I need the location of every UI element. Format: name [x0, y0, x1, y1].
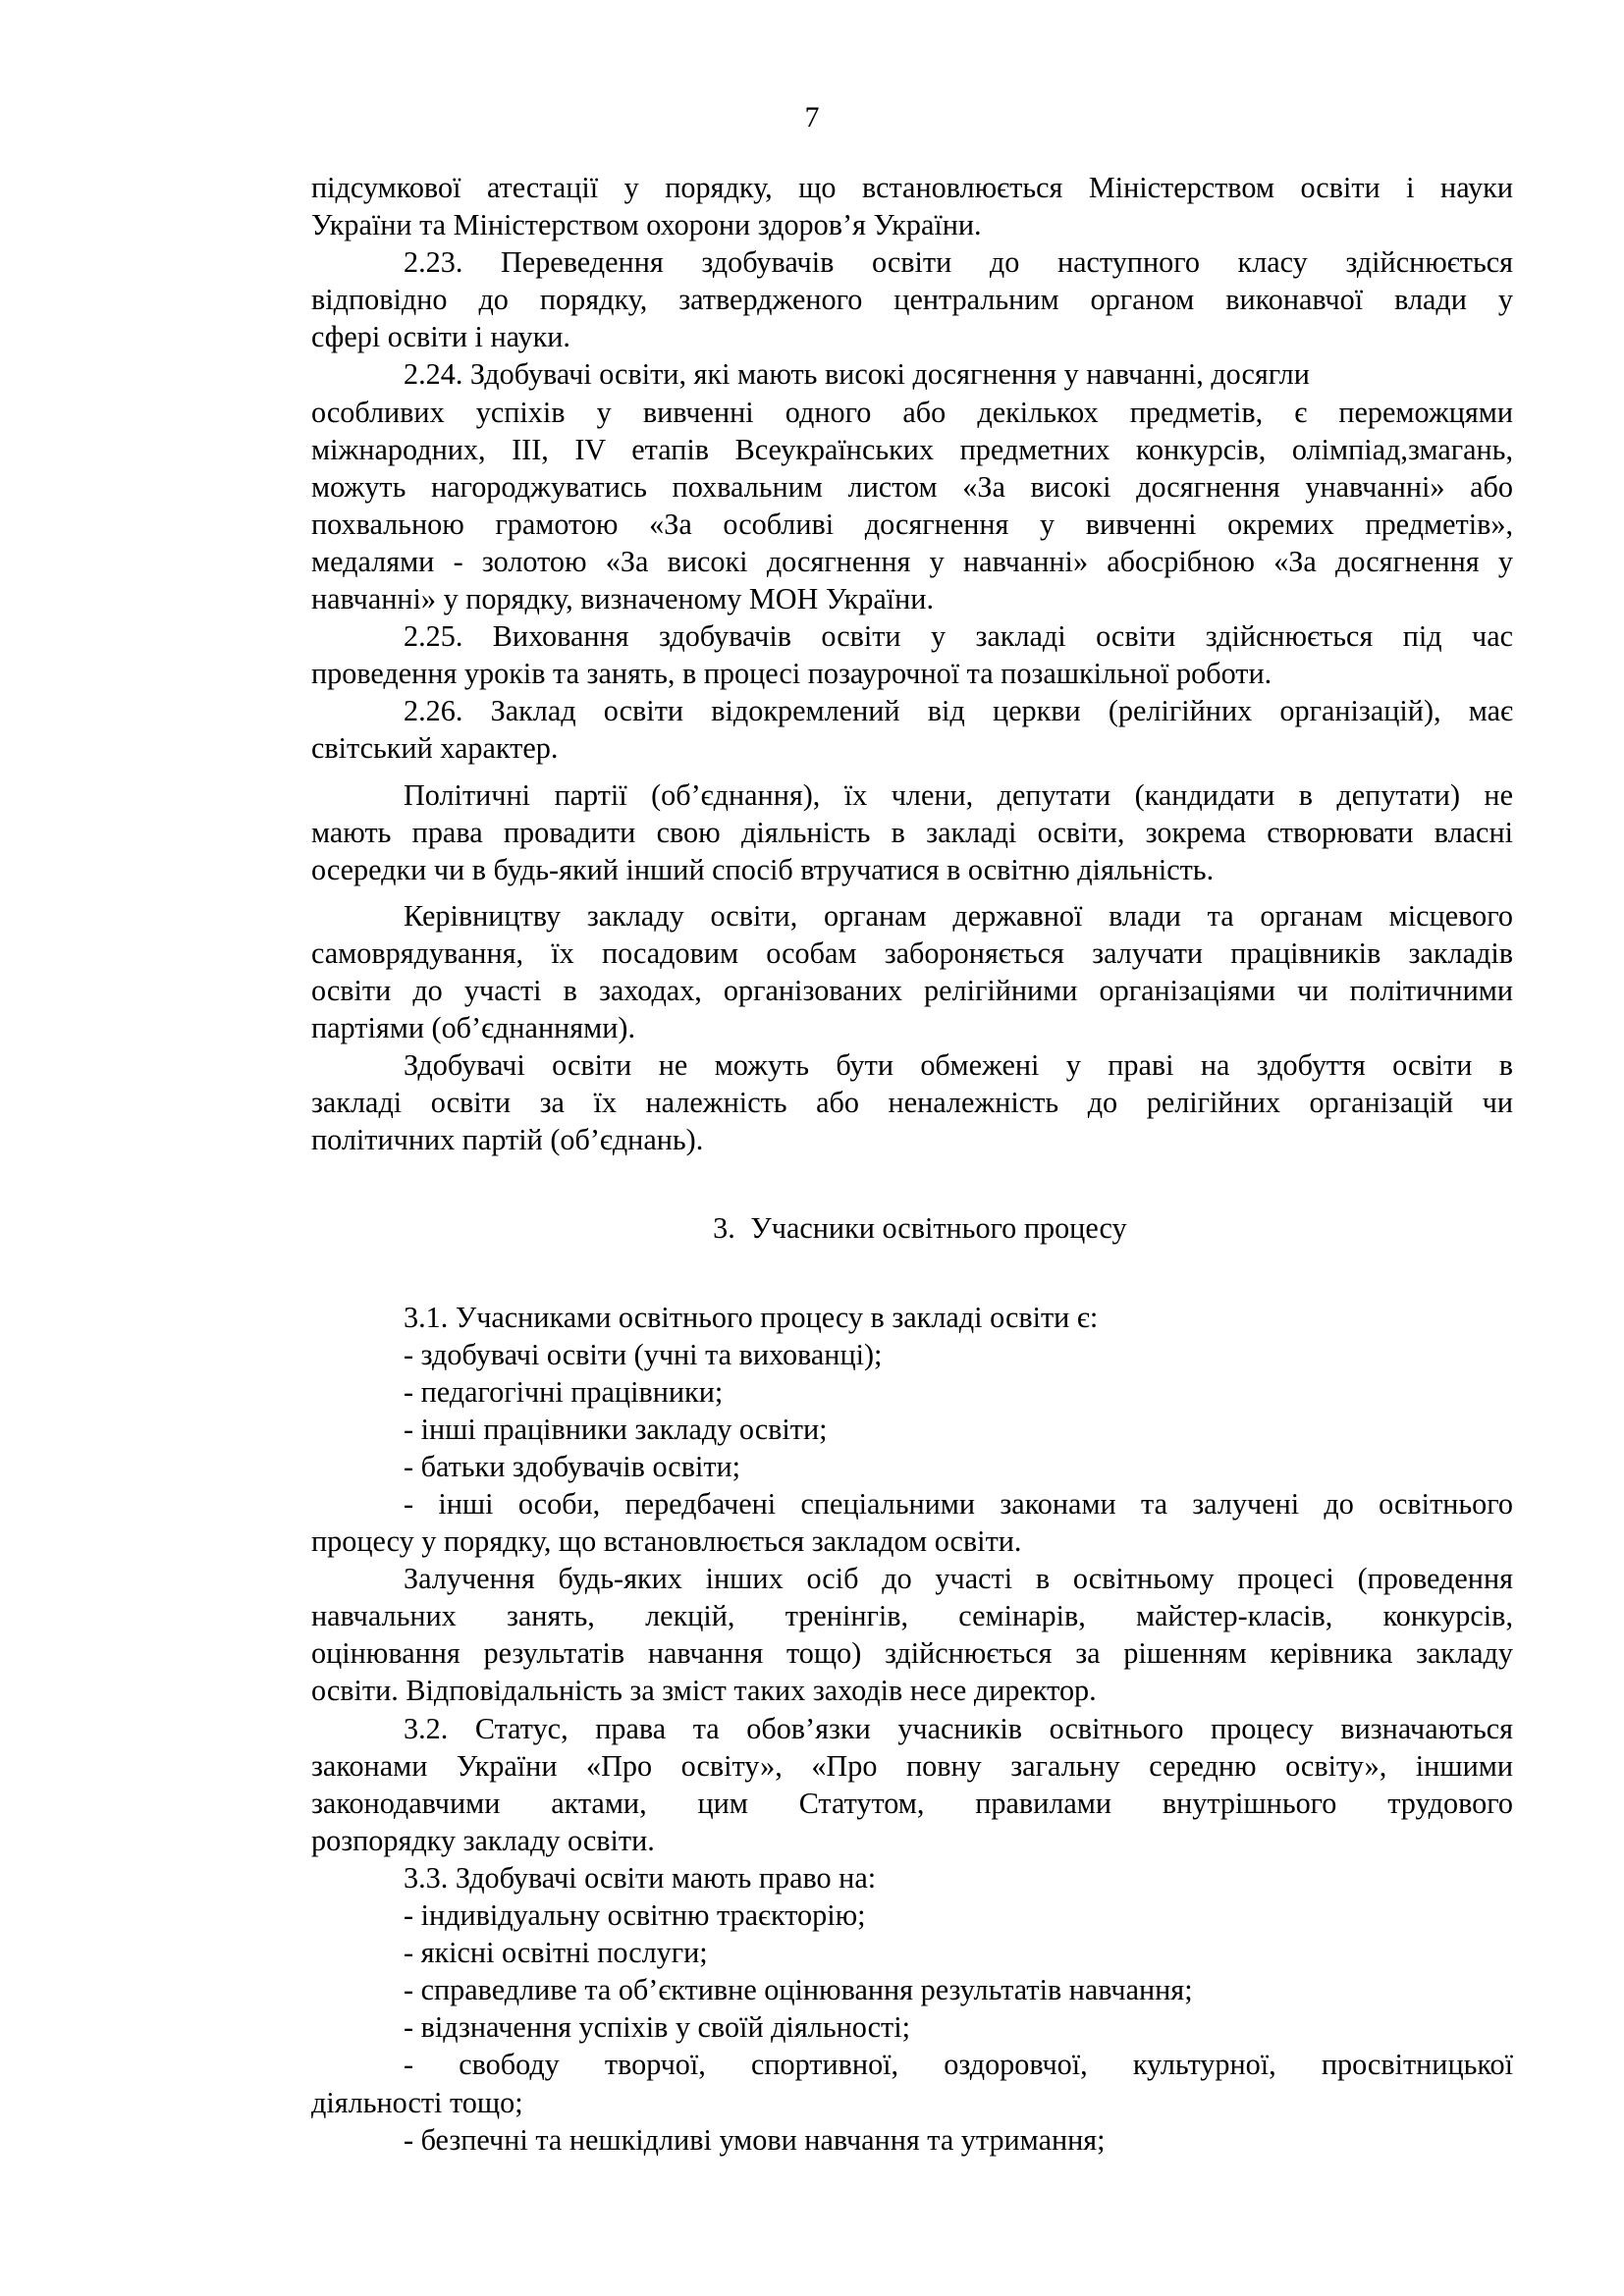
list-item: - здобувачі освіти (учні та вихованці); [404, 1337, 883, 1371]
paragraph-line: можуть нагороджуватись похвальним листом «За високі досягнення унавчанні» або [311, 469, 1513, 504]
list-item: - якісні освітні послуги; [404, 1936, 708, 1970]
paragraph-line: відповідно до порядку, затвердженого центральним органом виконавчої влади у [311, 283, 1513, 317]
paragraph-line: світський характер. [311, 731, 559, 766]
document-body [311, 169, 1513, 2159]
page-number: 7 [804, 101, 820, 133]
paragraph-line: проведення уроків та занять, в процесі позаурочної та позашкільної роботи. [311, 657, 1272, 691]
paragraph-line: партіями (об’єднаннями). [311, 1011, 635, 1045]
list-item: - педагогічні працівники; [404, 1374, 724, 1409]
section-title: Учасники освітнього процесу [750, 1211, 1127, 1246]
list-item: - справедливе та об’єктивне оцінювання результатів навчання; [404, 1973, 1193, 2007]
list-item: - відзначення успіхів у своїй діяльності; [404, 2010, 910, 2045]
paragraph-political-parties: Політичні партії (об’єднання), їх члени, депутати (кандидати в депутати) не [404, 777, 1513, 812]
paragraph-line: навчальних занять, лекцій, тренінгів, семінарів, майстер-класів, конкурсів, [311, 1599, 1513, 1633]
paragraph-line: України та Міністерством охорони здоров’я України. [311, 208, 982, 242]
paragraph-management: Керівництву закладу освіти, органам державної влади та органам місцевого [404, 898, 1513, 933]
paragraph-line: розпорядку закладу освіти. [311, 1823, 655, 1857]
list-item: - свободу творчої, спортивної, оздоровчої, культурної, просвітницької [404, 2048, 1513, 2082]
paragraph-line: закладі освіти за їх належність або неналежність до релігійних організацій чи [311, 1086, 1513, 1120]
list-item: - батьки здобувачів освіти; [404, 1449, 741, 1483]
paragraph-line: навчанні» у порядку, визначеному МОН України. [311, 582, 934, 616]
paragraph-line: самоврядування, їх посадовим особам забороняється залучати працівників закладів [311, 935, 1513, 970]
clause-3-2: 3.2. Статус, права та обов’язки учасників освітнього процесу визначаються [404, 1711, 1513, 1745]
paragraph-line: освіти до участі в заходах, організованих релігійними організаціями чи політичними [311, 973, 1513, 1007]
clause-2-26: 2.26. Заклад освіти відокремлений від церкви (релігійних організацій), має [404, 694, 1513, 728]
list-item: - індивідуальну освітню траєкторію; [404, 1898, 866, 1933]
paragraph-line: освіти. Відповідальність за зміст таких заходів несе директор. [311, 1674, 1097, 1708]
clause-2-24: 2.24. Здобувачі освіти, які мають високі досягнення у навчанні, досягли [404, 357, 1310, 392]
paragraph-line: міжнародних, ІІІ, IV етапів Всеукраїнських предметних конкурсів, олімпіад,змагань, [311, 432, 1513, 466]
paragraph-line: осередки чи в будь-який інший спосіб втручатися в освітню діяльність. [311, 852, 1215, 886]
clause-3-3: 3.3. Здобувачі освіти мають право на: [404, 1860, 877, 1895]
paragraph-involvement: Залучення будь-яких інших осіб до участі в освітньому процесі (проведення [404, 1562, 1513, 1596]
paragraph-line: медалями - золотою «За високі досягнення у навчанні» абосрібною «За досягнення у [311, 544, 1513, 578]
paragraph-line: сфері освіти і науки. [311, 320, 570, 354]
paragraph-line: політичних партій (об’єднань). [311, 1123, 704, 1157]
paragraph-line: похвальною грамотою «За особливі досягнення у вивченні окремих предметів», [311, 507, 1513, 541]
list-item: - безпечні та нешкідливі умови навчання та утримання; [404, 2122, 1106, 2157]
paragraph-line: процесу у порядку, що встановлюється закладом освіти. [311, 1524, 1022, 1559]
section-heading [311, 1209, 1513, 1247]
paragraph-line: законами України «Про освіту», «Про повну загальну середню освіту», іншими [311, 1748, 1513, 1783]
list-item: - інші особи, передбачені спеціальними законами та залучені до освітнього [404, 1487, 1513, 1521]
paragraph-line: особливих успіхів у вивченні одного або декількох предметів, є переможцями [311, 395, 1513, 429]
paragraph-line: законодавчими актами, цим Статутом, правилами внутрішнього трудового [311, 1786, 1513, 1820]
clause-2-23: 2.23. Переведення здобувачів освіти до наступного класу здійснюється [404, 245, 1513, 280]
paragraph-line: діяльності тощо; [311, 2085, 523, 2119]
paragraph-line: підсумкової атестації у порядку, що встановлюється Міністерством освіти і науки [311, 171, 1513, 204]
paragraph-students-rights: Здобувачі освіти не можуть бути обмежені у праві на здобуття освіти в [404, 1048, 1513, 1083]
clause-3-1: 3.1. Учасниками освітнього процесу в закладі освіти є: [404, 1300, 1099, 1334]
paragraph-line: мають права провадити свою діяльність в закладі освіти, зокрема створювати власні [311, 815, 1513, 849]
section-number: 3. [713, 1211, 735, 1246]
clause-2-25: 2.25. Виховання здобувачів освіти у закладі освіти здійснюється під час [404, 619, 1513, 654]
list-item: - інші працівники закладу освіти; [404, 1412, 828, 1446]
paragraph-line: оцінювання результатів навчання тощо) здійснюється за рішенням керівника закладу [311, 1636, 1513, 1671]
